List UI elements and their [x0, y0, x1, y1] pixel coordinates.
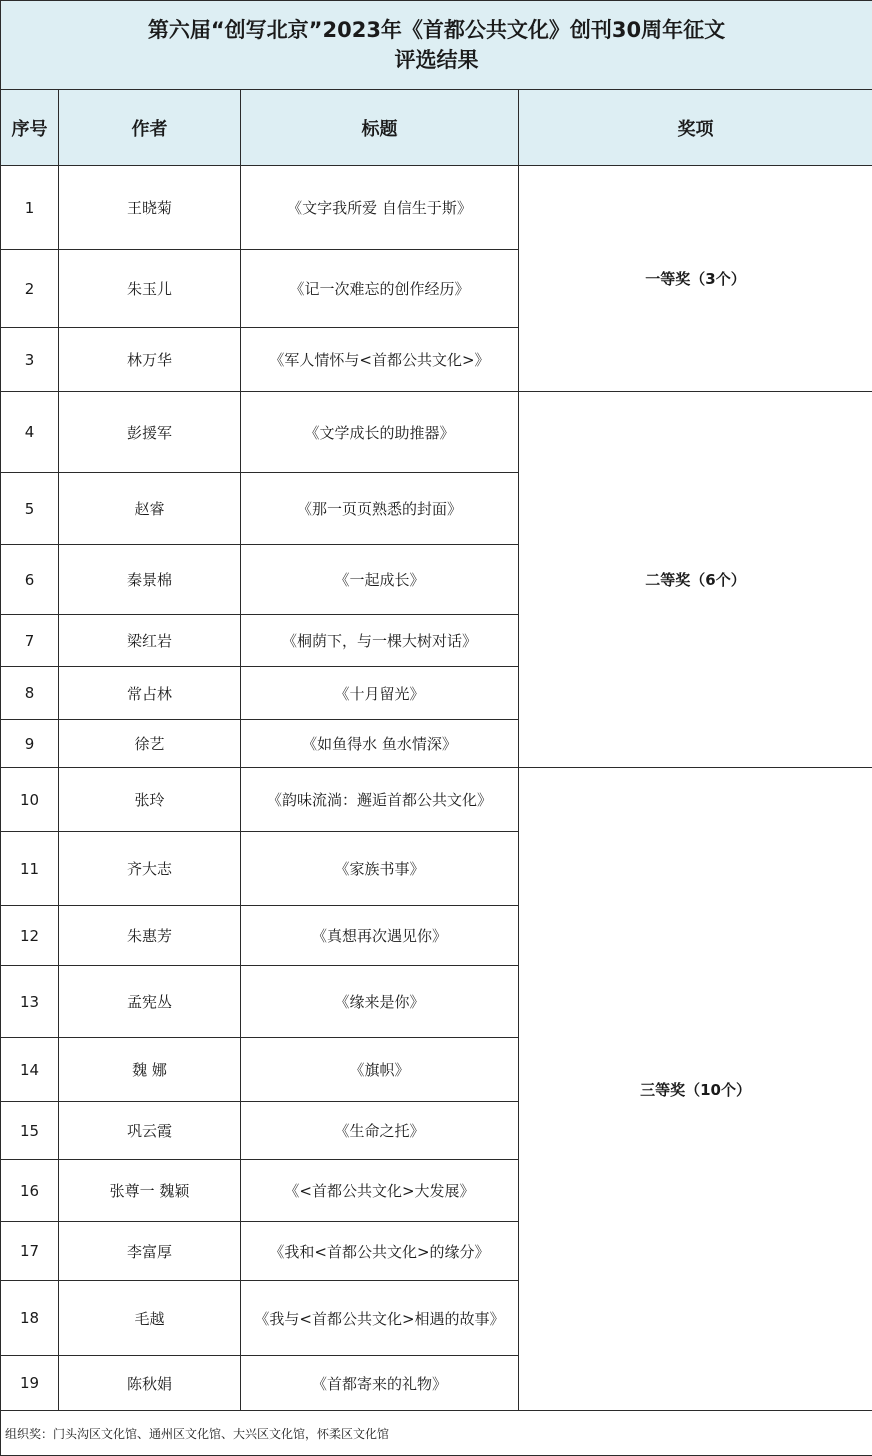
- row-index: 2: [1, 250, 59, 328]
- header-row: [1, 90, 872, 166]
- header-author: 作者: [59, 90, 241, 166]
- page-title: [1, 1, 872, 90]
- row-title: 《生命之托》: [241, 1102, 519, 1160]
- row-author: 梁红岩: [59, 615, 241, 667]
- row-author: 孟宪丛: [59, 966, 241, 1038]
- row-index: 1: [1, 166, 59, 250]
- row-index: 5: [1, 473, 59, 545]
- row-author: 巩云霞: [59, 1102, 241, 1160]
- row-author: 徐艺: [59, 720, 241, 768]
- row-index: 11: [1, 832, 59, 906]
- row-author: 朱玉儿: [59, 250, 241, 328]
- row-author: 魏 娜: [59, 1038, 241, 1102]
- row-index: 9: [1, 720, 59, 768]
- row-author: 张尊一 魏颖: [59, 1160, 241, 1222]
- row-index: 13: [1, 966, 59, 1038]
- row-title: 《文字我所爱 自信生于斯》: [241, 166, 519, 250]
- title-line-2: 评选结果: [394, 48, 479, 72]
- row-title: 《军人情怀与<首都公共文化>》: [241, 328, 519, 392]
- row-index: 6: [1, 545, 59, 615]
- row-title: 《缘来是你》: [241, 966, 519, 1038]
- header-award: 奖项: [519, 90, 872, 166]
- row-author: 张玲: [59, 768, 241, 832]
- organization-award-note: 组织奖：门头沟区文化馆、通州区文化馆、大兴区文化馆，怀柔区文化馆: [1, 1411, 872, 1456]
- row-title: 《十月留光》: [241, 667, 519, 720]
- row-title: 《韵味流淌：邂逅首都公共文化》: [241, 768, 519, 832]
- award-second: 二等奖（6个）: [519, 392, 872, 768]
- row-index: 16: [1, 1160, 59, 1222]
- award-first: 一等奖（3个）: [519, 166, 872, 392]
- row-index: 18: [1, 1281, 59, 1356]
- row-title: 《家族书事》: [241, 832, 519, 906]
- row-index: 8: [1, 667, 59, 720]
- row-author: 林万华: [59, 328, 241, 392]
- row-title: 《<首都公共文化>大发展》: [241, 1160, 519, 1222]
- row-author: 秦景棉: [59, 545, 241, 615]
- row-title: 《一起成长》: [241, 545, 519, 615]
- row-title: 《记一次难忘的创作经历》: [241, 250, 519, 328]
- row-author: 毛越: [59, 1281, 241, 1356]
- row-title: 《旗帜》: [241, 1038, 519, 1102]
- title-row: [1, 1, 872, 90]
- header-index: 序号: [1, 90, 59, 166]
- award-third: 三等奖（10个）: [519, 768, 872, 1411]
- row-title: 《桐荫下，与一棵大树对话》: [241, 615, 519, 667]
- row-title: 《首都寄来的礼物》: [241, 1356, 519, 1411]
- row-title: 《文学成长的助推器》: [241, 392, 519, 473]
- row-author: 常占林: [59, 667, 241, 720]
- row-title: 《那一页页熟悉的封面》: [241, 473, 519, 545]
- table-row: [1, 392, 872, 473]
- table-row: [1, 166, 872, 250]
- row-author: 齐大志: [59, 832, 241, 906]
- row-title: 《如鱼得水 鱼水情深》: [241, 720, 519, 768]
- row-author: 李富厚: [59, 1222, 241, 1281]
- row-index: 7: [1, 615, 59, 667]
- row-author: 陈秋娟: [59, 1356, 241, 1411]
- row-index: 12: [1, 906, 59, 966]
- row-author: 王晓菊: [59, 166, 241, 250]
- row-author: 赵睿: [59, 473, 241, 545]
- row-title: 《我和<首都公共文化>的缘分》: [241, 1222, 519, 1281]
- row-index: 3: [1, 328, 59, 392]
- row-author: 朱惠芳: [59, 906, 241, 966]
- row-title: 《我与<首都公共文化>相遇的故事》: [241, 1281, 519, 1356]
- header-title: 标题: [241, 90, 519, 166]
- table-row: [1, 768, 872, 832]
- row-index: 17: [1, 1222, 59, 1281]
- row-index: 15: [1, 1102, 59, 1160]
- title-line-1: 第六届“创写北京”2023年《首都公共文化》创刊30周年征文: [147, 18, 726, 42]
- row-index: 4: [1, 392, 59, 473]
- row-index: 14: [1, 1038, 59, 1102]
- row-index: 10: [1, 768, 59, 832]
- footer-row: [1, 1411, 872, 1456]
- row-index: 19: [1, 1356, 59, 1411]
- row-title: 《真想再次遇见你》: [241, 906, 519, 966]
- row-author: 彭援军: [59, 392, 241, 473]
